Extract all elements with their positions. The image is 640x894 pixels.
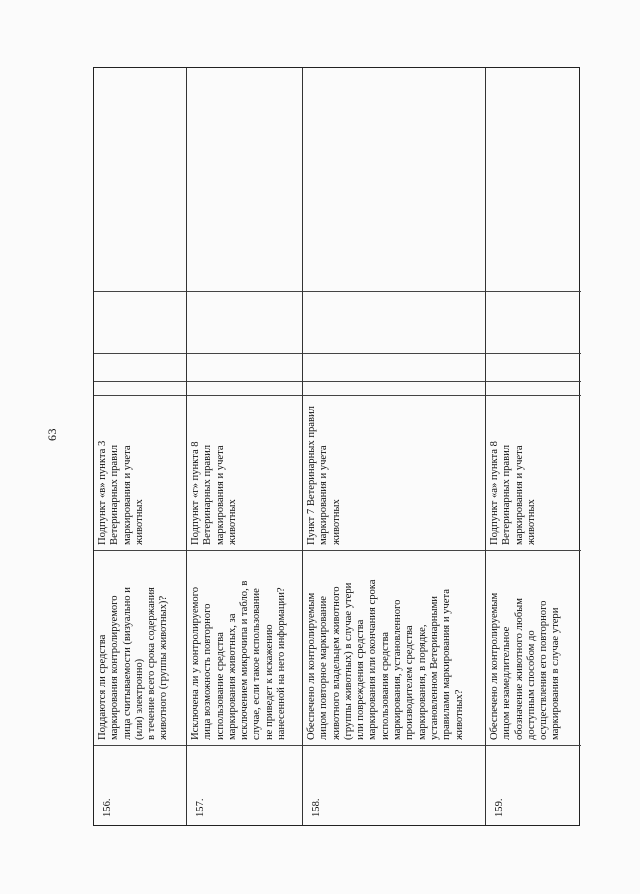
row-number: 156. xyxy=(94,745,186,825)
answer-cell-c xyxy=(303,291,485,353)
table-row xyxy=(486,68,581,825)
question-cell: Обеспечено ли контролируемым лицом незамедлительное обозначение животного любым доступным способом до осуществления его повторного маркирования в случае утери xyxy=(486,550,581,745)
row-number: 158. xyxy=(303,745,485,825)
answer-cell-b xyxy=(94,353,186,381)
reference-cell: Подпункт «а» пункта 8 Ветеринарных правил маркирования и учета животных xyxy=(486,395,581,550)
question-cell: Исключена ли у контролируемого лица возможность повторного использование средства маркирования животных, за исключением микрочипа и табло, в случае, если такое использование не приведет к искажению нанесенной на него информации? xyxy=(187,550,302,745)
row-number: 159. xyxy=(486,745,581,825)
reference-cell: Пункт 7 Ветеринарных правил маркирования и учета животных xyxy=(303,395,485,550)
checklist-table xyxy=(93,67,580,826)
reference-cell: Подпункт «г» пункта 8 Ветеринарных правил маркирования и учета животных xyxy=(187,395,302,550)
note-cell xyxy=(303,66,485,291)
note-cell xyxy=(486,66,581,291)
reference-cell: Подпункт «в» пункта 3 Ветеринарных правил маркирования и учета животных xyxy=(94,395,186,550)
answer-cell-a xyxy=(303,381,485,395)
table-row xyxy=(94,68,187,825)
answer-cell-a xyxy=(94,381,186,395)
answer-cell-c xyxy=(187,291,302,353)
page-number: 63 xyxy=(45,428,59,441)
note-cell xyxy=(187,66,302,291)
question-cell: Обеспечено ли контролируемым лицом повторное маркирование животного владельцем животного (группы животных) в случае утери или повреждения средства маркирования или окончания срока использования средства маркирования, установленного производителем средства маркирования, в порядке, установленном Ветеринарными правилами маркирования и учета животных? xyxy=(303,550,485,745)
answer-cell-c xyxy=(94,291,186,353)
answer-cell-b xyxy=(187,353,302,381)
table-row xyxy=(187,68,303,825)
note-cell xyxy=(94,66,186,291)
answer-cell-a xyxy=(486,381,581,395)
row-number: 157. xyxy=(187,745,302,825)
answer-cell-c xyxy=(486,291,581,353)
answer-cell-b xyxy=(486,353,581,381)
table-row xyxy=(303,68,486,825)
answer-cell-a xyxy=(187,381,302,395)
answer-cell-b xyxy=(303,353,485,381)
question-cell: Поддаются ли средства маркирования контролируемого лица считываемости (визуально и (или) электронно) в течение всего срока содержания животного (группы животных)? xyxy=(94,550,186,745)
